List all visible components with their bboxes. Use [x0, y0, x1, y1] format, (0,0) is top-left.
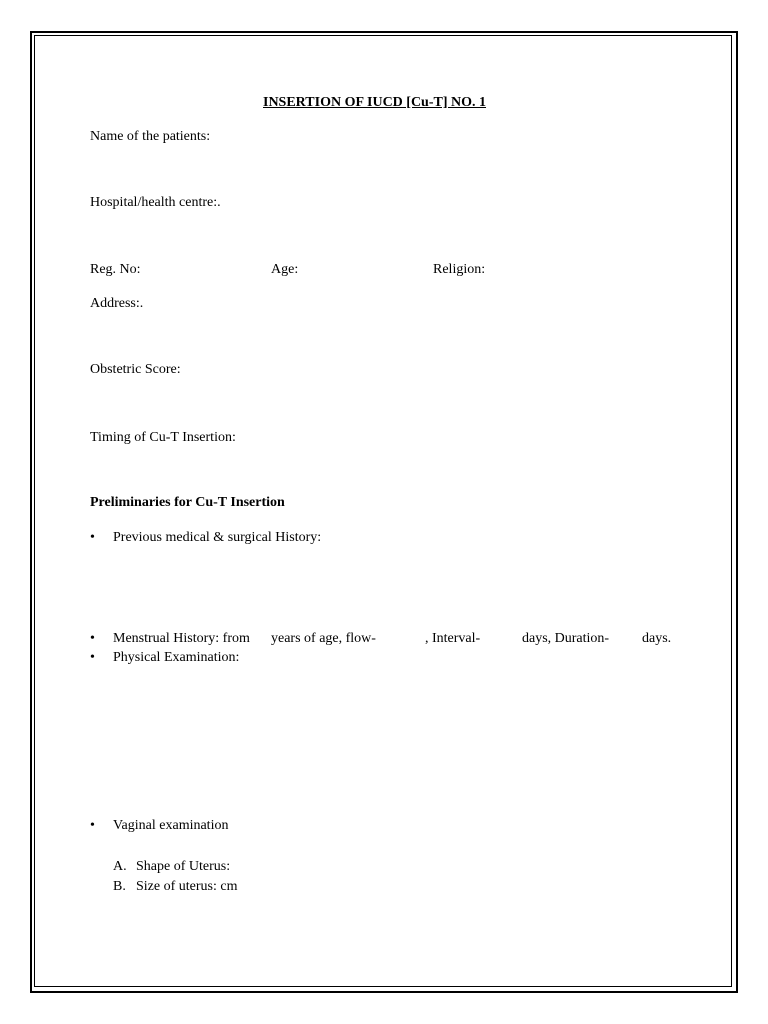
religion-label: Religion: — [433, 262, 486, 277]
age-label: Age: — [271, 262, 299, 277]
vaginal-examination-label: Vaginal examination — [113, 818, 229, 833]
list-marker-b: B. — [113, 879, 126, 894]
list-marker-a: A. — [113, 859, 127, 874]
hospital-label: Hospital/health centre:. — [90, 195, 221, 210]
bullet-icon: • — [90, 650, 95, 665]
medical-history-label: Previous medical & surgical History: — [113, 530, 322, 545]
menstrual-history-label: Menstrual History: from — [113, 631, 250, 646]
patient-name-label: Name of the patients: — [90, 129, 211, 144]
form-title: INSERTION OF IUCD [Cu-T] NO. 1 — [263, 95, 487, 110]
timing-label: Timing of Cu-T Insertion: — [90, 430, 236, 445]
uterus-size-label: Size of uterus: cm — [136, 879, 238, 894]
preliminaries-heading: Preliminaries for Cu-T Insertion — [90, 495, 285, 510]
bullet-icon: • — [90, 631, 95, 646]
page-border-inner — [34, 35, 732, 987]
address-label: Address:. — [90, 296, 144, 311]
reg-no-label: Reg. No: — [90, 262, 141, 277]
physical-examination-label: Physical Examination: — [113, 650, 240, 665]
menstrual-duration-label: days, Duration- — [522, 631, 610, 646]
uterus-shape-label: Shape of Uterus: — [136, 859, 231, 874]
obstetric-score-label: Obstetric Score: — [90, 362, 181, 377]
bullet-icon: • — [90, 818, 95, 833]
bullet-icon: • — [90, 530, 95, 545]
menstrual-years-label: years of age, flow- — [271, 631, 376, 646]
menstrual-days-label: days. — [642, 631, 672, 646]
menstrual-interval-label: , Interval- — [425, 631, 481, 646]
